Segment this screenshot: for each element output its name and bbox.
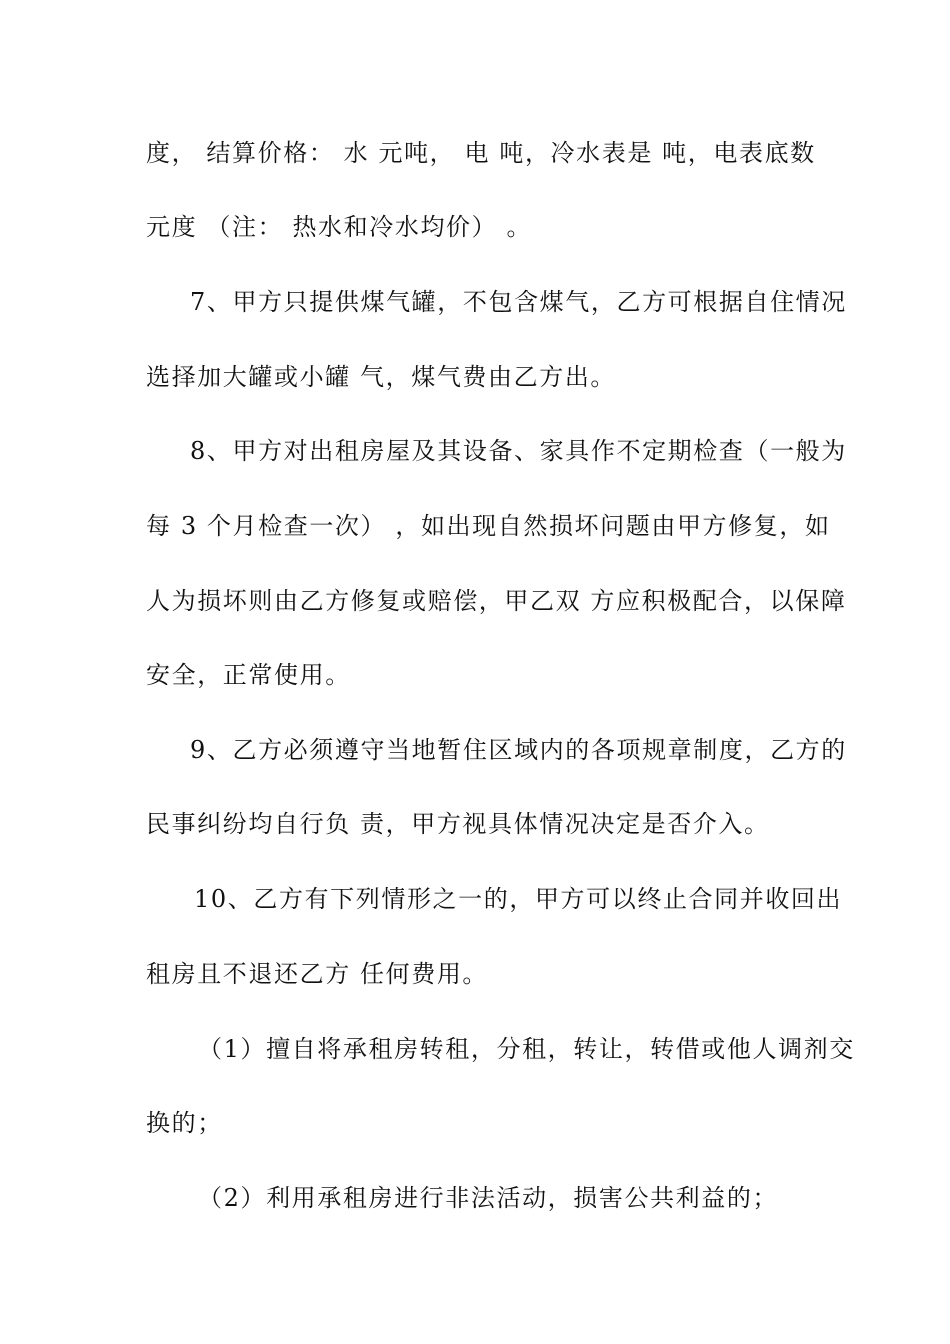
paragraph-7-line-1: 7、甲方只提供煤气罐，不包含煤气，乙方可根据自住情况 xyxy=(190,288,847,316)
paragraph-8-line-1: 8、甲方对出租房屋及其设备、家具作不定期检查（一般为 xyxy=(190,437,847,465)
paragraph-10-line-1: 10、乙方有下列情形之一的，甲方可以终止合同并收回出 xyxy=(194,885,843,913)
paragraph-8-line-2: 每 3 个月检查一次） ，如出现自然损坏问题由甲方修复，如 xyxy=(146,512,831,540)
text-line-1: 度， 结算价格： 水 元吨， 电 吨，冷水表是 吨，电表底数 xyxy=(146,139,816,167)
paragraph-7-line-2: 选择加大罐或小罐 气，煤气费由乙方出。 xyxy=(146,363,617,391)
paragraph-9-line-2: 民事纠纷均自行负 责，甲方视具体情况决定是否介入。 xyxy=(146,810,770,838)
text-line-2: 元度 （注： 热水和冷水均价） 。 xyxy=(146,213,533,241)
paragraph-8-line-4: 安全，正常使用。 xyxy=(146,661,351,689)
clause-1-line-2: 换的； xyxy=(146,1109,223,1137)
paragraph-9-line-1: 9、乙方必须遵守当地暂住区域内的各项规章制度，乙方的 xyxy=(190,736,847,764)
paragraph-8-line-3: 人为损坏则由乙方修复或赔偿，甲乙双 方应积极配合，以保障 xyxy=(146,587,847,615)
clause-2-line-1: （2）利用承租房进行非法活动，损害公共利益的； xyxy=(198,1184,779,1212)
paragraph-10-line-2: 租房且不退还乙方 任何费用。 xyxy=(146,960,489,988)
clause-1-line-1: （1）擅自将承租房转租，分租，转让，转借或他人调剂交 xyxy=(198,1035,855,1063)
